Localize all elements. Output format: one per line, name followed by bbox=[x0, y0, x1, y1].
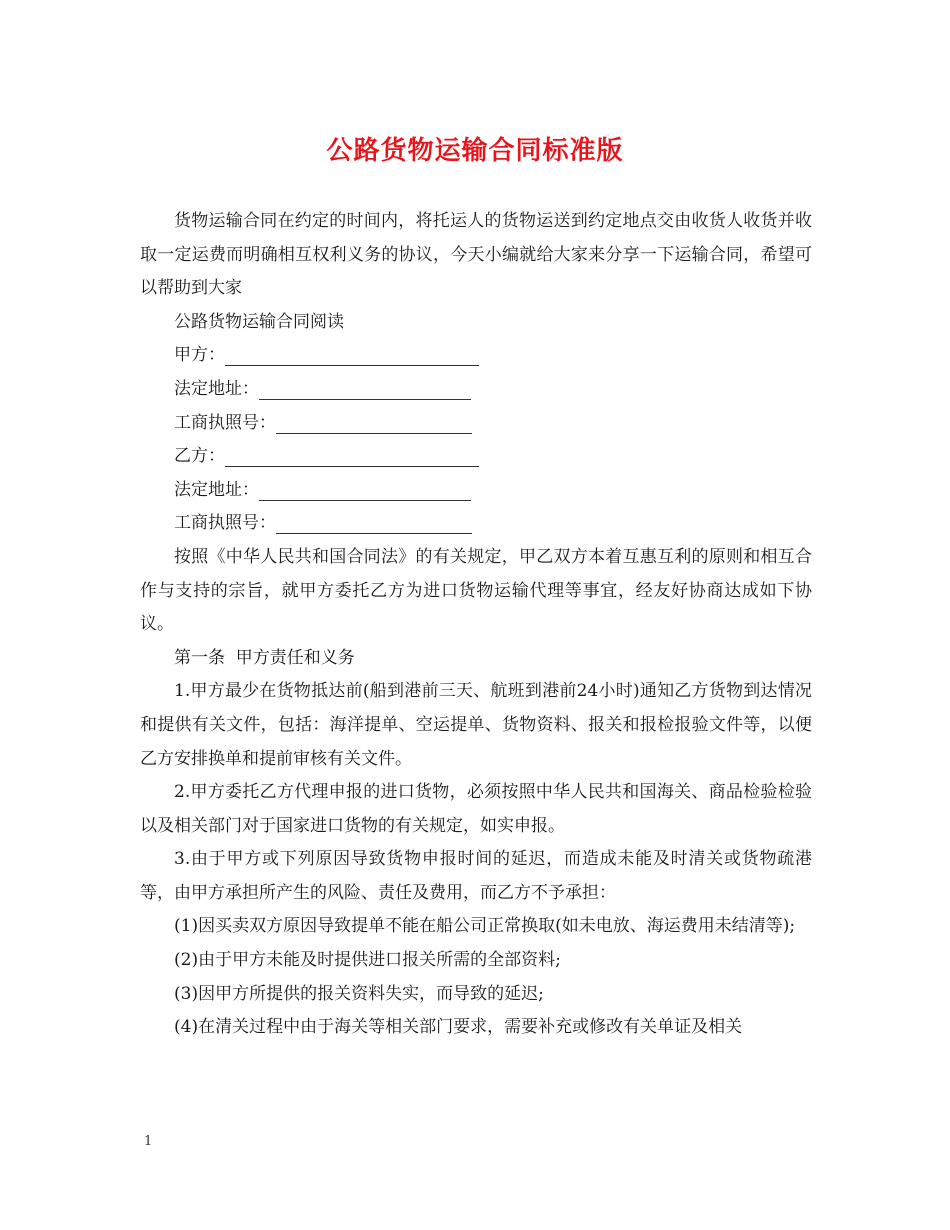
address-a-blank bbox=[259, 377, 471, 400]
subtitle-line: 公路货物运输合同阅读 bbox=[174, 311, 344, 332]
party-b-label: 乙方： bbox=[174, 446, 225, 467]
article-1-heading: 第一条 甲方责任和义务 bbox=[174, 647, 355, 668]
page-number: 1 bbox=[144, 1134, 153, 1149]
preamble-paragraph: 按照《中华人民共和国合同法》的有关规定，甲乙双方本着互惠互利的原则和相互合作与支持的宗旨，就甲方委托乙方为进口货物运输代理等事宜，经友好协商达成如下协议。 bbox=[140, 546, 812, 635]
license-a-line bbox=[140, 407, 812, 441]
intro-paragraph: 货物运输合同在约定的时间内，将托运人的货物运送到约定地点交由收货人收货并收取一定运费而明确相互权利义务的协议，今天小编就给大家来分享一下运输合同，希望可以帮助到大家 bbox=[140, 211, 812, 299]
license-a-label: 工商执照号： bbox=[174, 412, 276, 433]
clause-3-item-2: (2)由于甲方未能及时提供进口报关所需的全部资料; bbox=[174, 950, 561, 971]
address-a-line bbox=[140, 373, 812, 407]
address-b-line bbox=[140, 474, 812, 508]
party-a-label: 甲方： bbox=[174, 345, 225, 366]
document-body bbox=[140, 205, 812, 1045]
license-b-line bbox=[140, 507, 812, 541]
clause-3: 3.由于甲方或下列原因导致货物申报时间的延迟，而造成未能及时清关或货物疏港等，由甲方承担所产生的风险、责任及费用，而乙方不予承担： bbox=[140, 849, 812, 903]
license-a-blank bbox=[276, 411, 472, 434]
clause-2: 2.甲方委托乙方代理申报的进口货物，必须按照中华人民共和国海关、商品检验检验以及相关部门对于国家进口货物的有关规定，如实申报。 bbox=[140, 782, 812, 836]
address-a-label: 法定地址： bbox=[174, 378, 259, 399]
license-b-blank bbox=[276, 511, 472, 534]
clause-3-item-4: (4)在清关过程中由于海关等相关部门要求，需要补充或修改有关单证及相关 bbox=[174, 1017, 743, 1038]
party-b-blank bbox=[225, 444, 479, 467]
party-a-blank bbox=[225, 343, 479, 366]
license-b-label: 工商执照号： bbox=[174, 513, 276, 534]
clause-3-item-1: (1)因买卖双方原因导致提单不能在船公司正常换取(如未电放、海运费用未结清等); bbox=[174, 916, 796, 937]
address-b-blank bbox=[259, 478, 471, 501]
document-title: 公路货物运输合同标准版 bbox=[326, 136, 624, 166]
party-a-line bbox=[140, 339, 812, 373]
clause-3-item-3: (3)因甲方所提供的报关资料失实，而导致的延迟; bbox=[174, 983, 544, 1004]
party-b-line bbox=[140, 440, 812, 474]
clause-1: 1.甲方最少在货物抵达前(船到港前三天、航班到港前24小时)通知乙方货物到达情况和提供有关文件，包括：海洋提单、空运提单、货物资料、报关和报检报验文件等，以便乙方安排换单和提前审核有关文件。 bbox=[140, 681, 812, 769]
address-b-label: 法定地址： bbox=[174, 479, 259, 500]
